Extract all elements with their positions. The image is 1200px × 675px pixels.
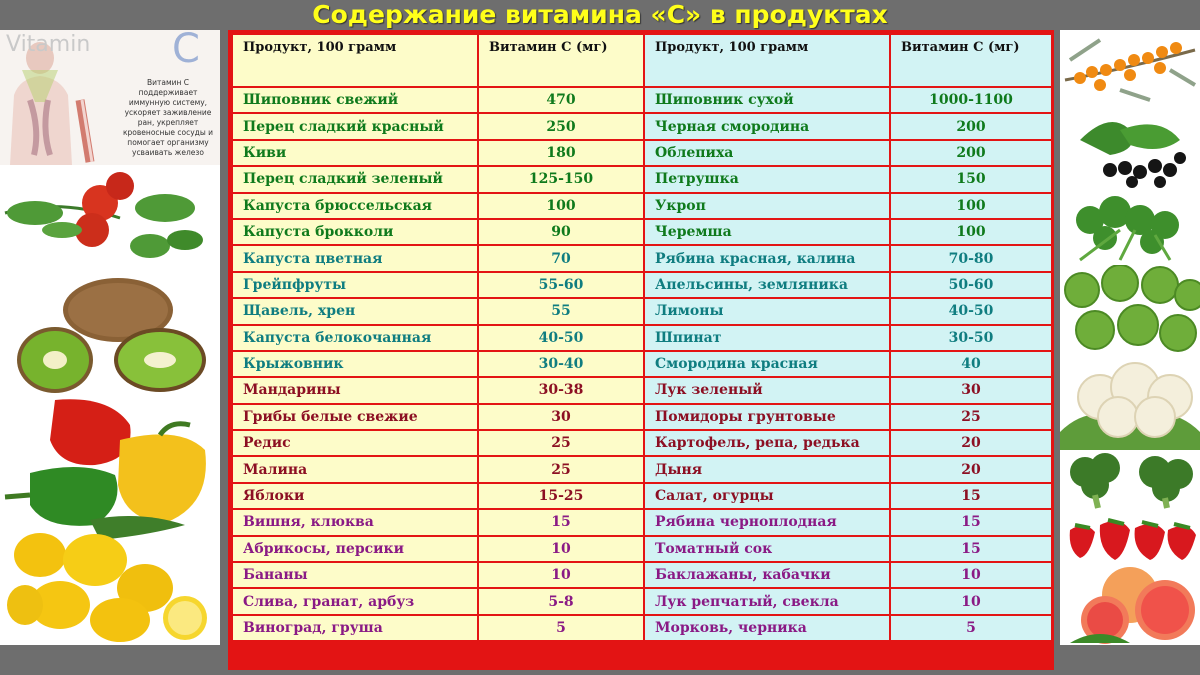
right-vitamin-value: 40-50 [890, 298, 1052, 324]
header-product-left: Продукт, 100 грамм [232, 34, 478, 87]
kiwi-illustration [0, 275, 220, 395]
right-product-cell: Баклажаны, кабачки [644, 562, 890, 588]
right-product-cell: Лук зеленый [644, 377, 890, 403]
left-product-cell: Капуста брюссельская [232, 193, 478, 219]
right-product-cell: Морковь, черника [644, 615, 890, 641]
header-vitamin-left: Витамин С (мг) [478, 34, 644, 87]
rosehip-illustration [0, 168, 220, 268]
right-vitamin-value: 25 [890, 404, 1052, 430]
cauliflower-illustration [1060, 362, 1200, 450]
right-vitamin-value: 200 [890, 140, 1052, 166]
right-illustration-panel [1060, 30, 1200, 645]
vitamin-info-box [0, 30, 220, 165]
table-row [232, 245, 1052, 271]
broccoli-illustration [1060, 450, 1200, 510]
left-vitamin-value: 25 [478, 456, 644, 482]
left-vitamin-value: 30 [478, 404, 644, 430]
left-product-cell: Редис [232, 430, 478, 456]
right-vitamin-value: 30-50 [890, 325, 1052, 351]
table-row [232, 483, 1052, 509]
right-vitamin-value: 15 [890, 509, 1052, 535]
left-vitamin-value: 100 [478, 193, 644, 219]
table-row [232, 509, 1052, 535]
right-vitamin-value: 20 [890, 430, 1052, 456]
left-vitamin-value: 10 [478, 536, 644, 562]
vitamin-info-text: Витамин С поддерживает иммунную систему, ускоряет заживление ран, укрепляет кровеносные сосуды и помогает организму усваивать железо [123, 78, 213, 157]
left-vitamin-value: 470 [478, 87, 644, 113]
right-vitamin-value: 20 [890, 456, 1052, 482]
left-vitamin-value: 25 [478, 430, 644, 456]
right-vitamin-value: 15 [890, 536, 1052, 562]
right-vitamin-value: 150 [890, 166, 1052, 192]
table-row [232, 272, 1052, 298]
right-vitamin-value: 200 [890, 113, 1052, 139]
left-vitamin-value: 125-150 [478, 166, 644, 192]
body-illustration [0, 40, 115, 165]
strawberry-illustration [1060, 510, 1200, 565]
right-product-cell: Картофель, репа, редька [644, 430, 890, 456]
left-vitamin-value: 55 [478, 298, 644, 324]
table-row [232, 113, 1052, 139]
right-vitamin-value: 100 [890, 219, 1052, 245]
right-vitamin-value: 40 [890, 351, 1052, 377]
header-vitamin-right: Витамин С (мг) [890, 34, 1052, 87]
vitamin-c-table-frame [228, 30, 1054, 670]
left-product-cell: Капуста цветная [232, 245, 478, 271]
left-vitamin-value: 30-40 [478, 351, 644, 377]
right-vitamin-value: 50-60 [890, 272, 1052, 298]
right-vitamin-value: 10 [890, 562, 1052, 588]
left-product-cell: Виноград, груша [232, 615, 478, 641]
table-row [232, 588, 1052, 614]
left-vitamin-value: 250 [478, 113, 644, 139]
right-vitamin-value: 30 [890, 377, 1052, 403]
right-product-cell: Салат, огурцы [644, 483, 890, 509]
right-product-cell: Петрушка [644, 166, 890, 192]
right-vitamin-value: 15 [890, 483, 1052, 509]
right-product-cell: Лук репчатый, свекла [644, 588, 890, 614]
right-product-cell: Облепиха [644, 140, 890, 166]
left-illustration-panel [0, 30, 220, 645]
right-vitamin-value: 10 [890, 588, 1052, 614]
left-product-cell: Бананы [232, 562, 478, 588]
left-product-cell: Малина [232, 456, 478, 482]
right-vitamin-value: 70-80 [890, 245, 1052, 271]
left-product-cell: Грибы белые свежие [232, 404, 478, 430]
left-product-cell: Капуста брокколи [232, 219, 478, 245]
header-product-right: Продукт, 100 грамм [644, 34, 890, 87]
right-product-cell: Томатный сок [644, 536, 890, 562]
parsley-illustration [1060, 190, 1200, 265]
left-product-cell: Абрикосы, персики [232, 536, 478, 562]
table-row [232, 615, 1052, 641]
left-vitamin-value: 90 [478, 219, 644, 245]
table-row [232, 219, 1052, 245]
right-product-cell: Дыня [644, 456, 890, 482]
table-row [232, 298, 1052, 324]
left-product-cell: Крыжовник [232, 351, 478, 377]
lemons-illustration [0, 510, 220, 645]
right-vitamin-value: 1000-1100 [890, 87, 1052, 113]
table-row [232, 87, 1052, 113]
right-product-cell: Черная смородина [644, 113, 890, 139]
right-product-cell: Укроп [644, 193, 890, 219]
right-vitamin-value: 100 [890, 193, 1052, 219]
left-product-cell: Перец сладкий красный [232, 113, 478, 139]
left-product-cell: Грейпфруты [232, 272, 478, 298]
page-title: Содержание витамина «С» в продуктах [312, 0, 888, 29]
left-vitamin-value: 15 [478, 509, 644, 535]
left-product-cell: Шиповник свежий [232, 87, 478, 113]
left-vitamin-value: 15-25 [478, 483, 644, 509]
left-product-cell: Киви [232, 140, 478, 166]
left-product-cell: Щавель, хрен [232, 298, 478, 324]
left-vitamin-value: 10 [478, 562, 644, 588]
right-product-cell: Лимоны [644, 298, 890, 324]
left-product-cell: Яблоки [232, 483, 478, 509]
right-product-cell: Шпинат [644, 325, 890, 351]
left-product-cell: Мандарины [232, 377, 478, 403]
right-product-cell: Черемша [644, 219, 890, 245]
vitamin-word: Vitamin [6, 32, 91, 57]
brussels-sprouts-illustration [1060, 265, 1200, 360]
table-row [232, 536, 1052, 562]
blackcurrant-illustration [1060, 110, 1200, 190]
right-product-cell: Рябина черноплодная [644, 509, 890, 535]
table-header-row [232, 34, 1052, 87]
table-row [232, 430, 1052, 456]
vitamin-c-table [231, 33, 1053, 642]
table-row [232, 562, 1052, 588]
left-vitamin-value: 70 [478, 245, 644, 271]
left-vitamin-value: 5-8 [478, 588, 644, 614]
vitamin-letter: C [172, 30, 200, 72]
left-vitamin-value: 180 [478, 140, 644, 166]
table-row [232, 404, 1052, 430]
right-product-cell: Апельсины, земляника [644, 272, 890, 298]
left-product-cell: Вишня, клюква [232, 509, 478, 535]
left-vitamin-value: 30-38 [478, 377, 644, 403]
grapefruit-illustration [1060, 565, 1200, 645]
table-row [232, 377, 1052, 403]
sea-buckthorn-illustration [1060, 30, 1200, 108]
left-vitamin-value: 5 [478, 615, 644, 641]
right-vitamin-value: 5 [890, 615, 1052, 641]
left-product-cell: Перец сладкий зеленый [232, 166, 478, 192]
right-product-cell: Помидоры грунтовые [644, 404, 890, 430]
table-row [232, 166, 1052, 192]
right-product-cell: Смородина красная [644, 351, 890, 377]
right-product-cell: Рябина красная, калина [644, 245, 890, 271]
table-row [232, 325, 1052, 351]
table-row [232, 193, 1052, 219]
table-row [232, 140, 1052, 166]
table-row [232, 456, 1052, 482]
table-row [232, 351, 1052, 377]
left-product-cell: Слива, гранат, арбуз [232, 588, 478, 614]
left-vitamin-value: 55-60 [478, 272, 644, 298]
right-product-cell: Шиповник сухой [644, 87, 890, 113]
left-vitamin-value: 40-50 [478, 325, 644, 351]
left-product-cell: Капуста белокочанная [232, 325, 478, 351]
